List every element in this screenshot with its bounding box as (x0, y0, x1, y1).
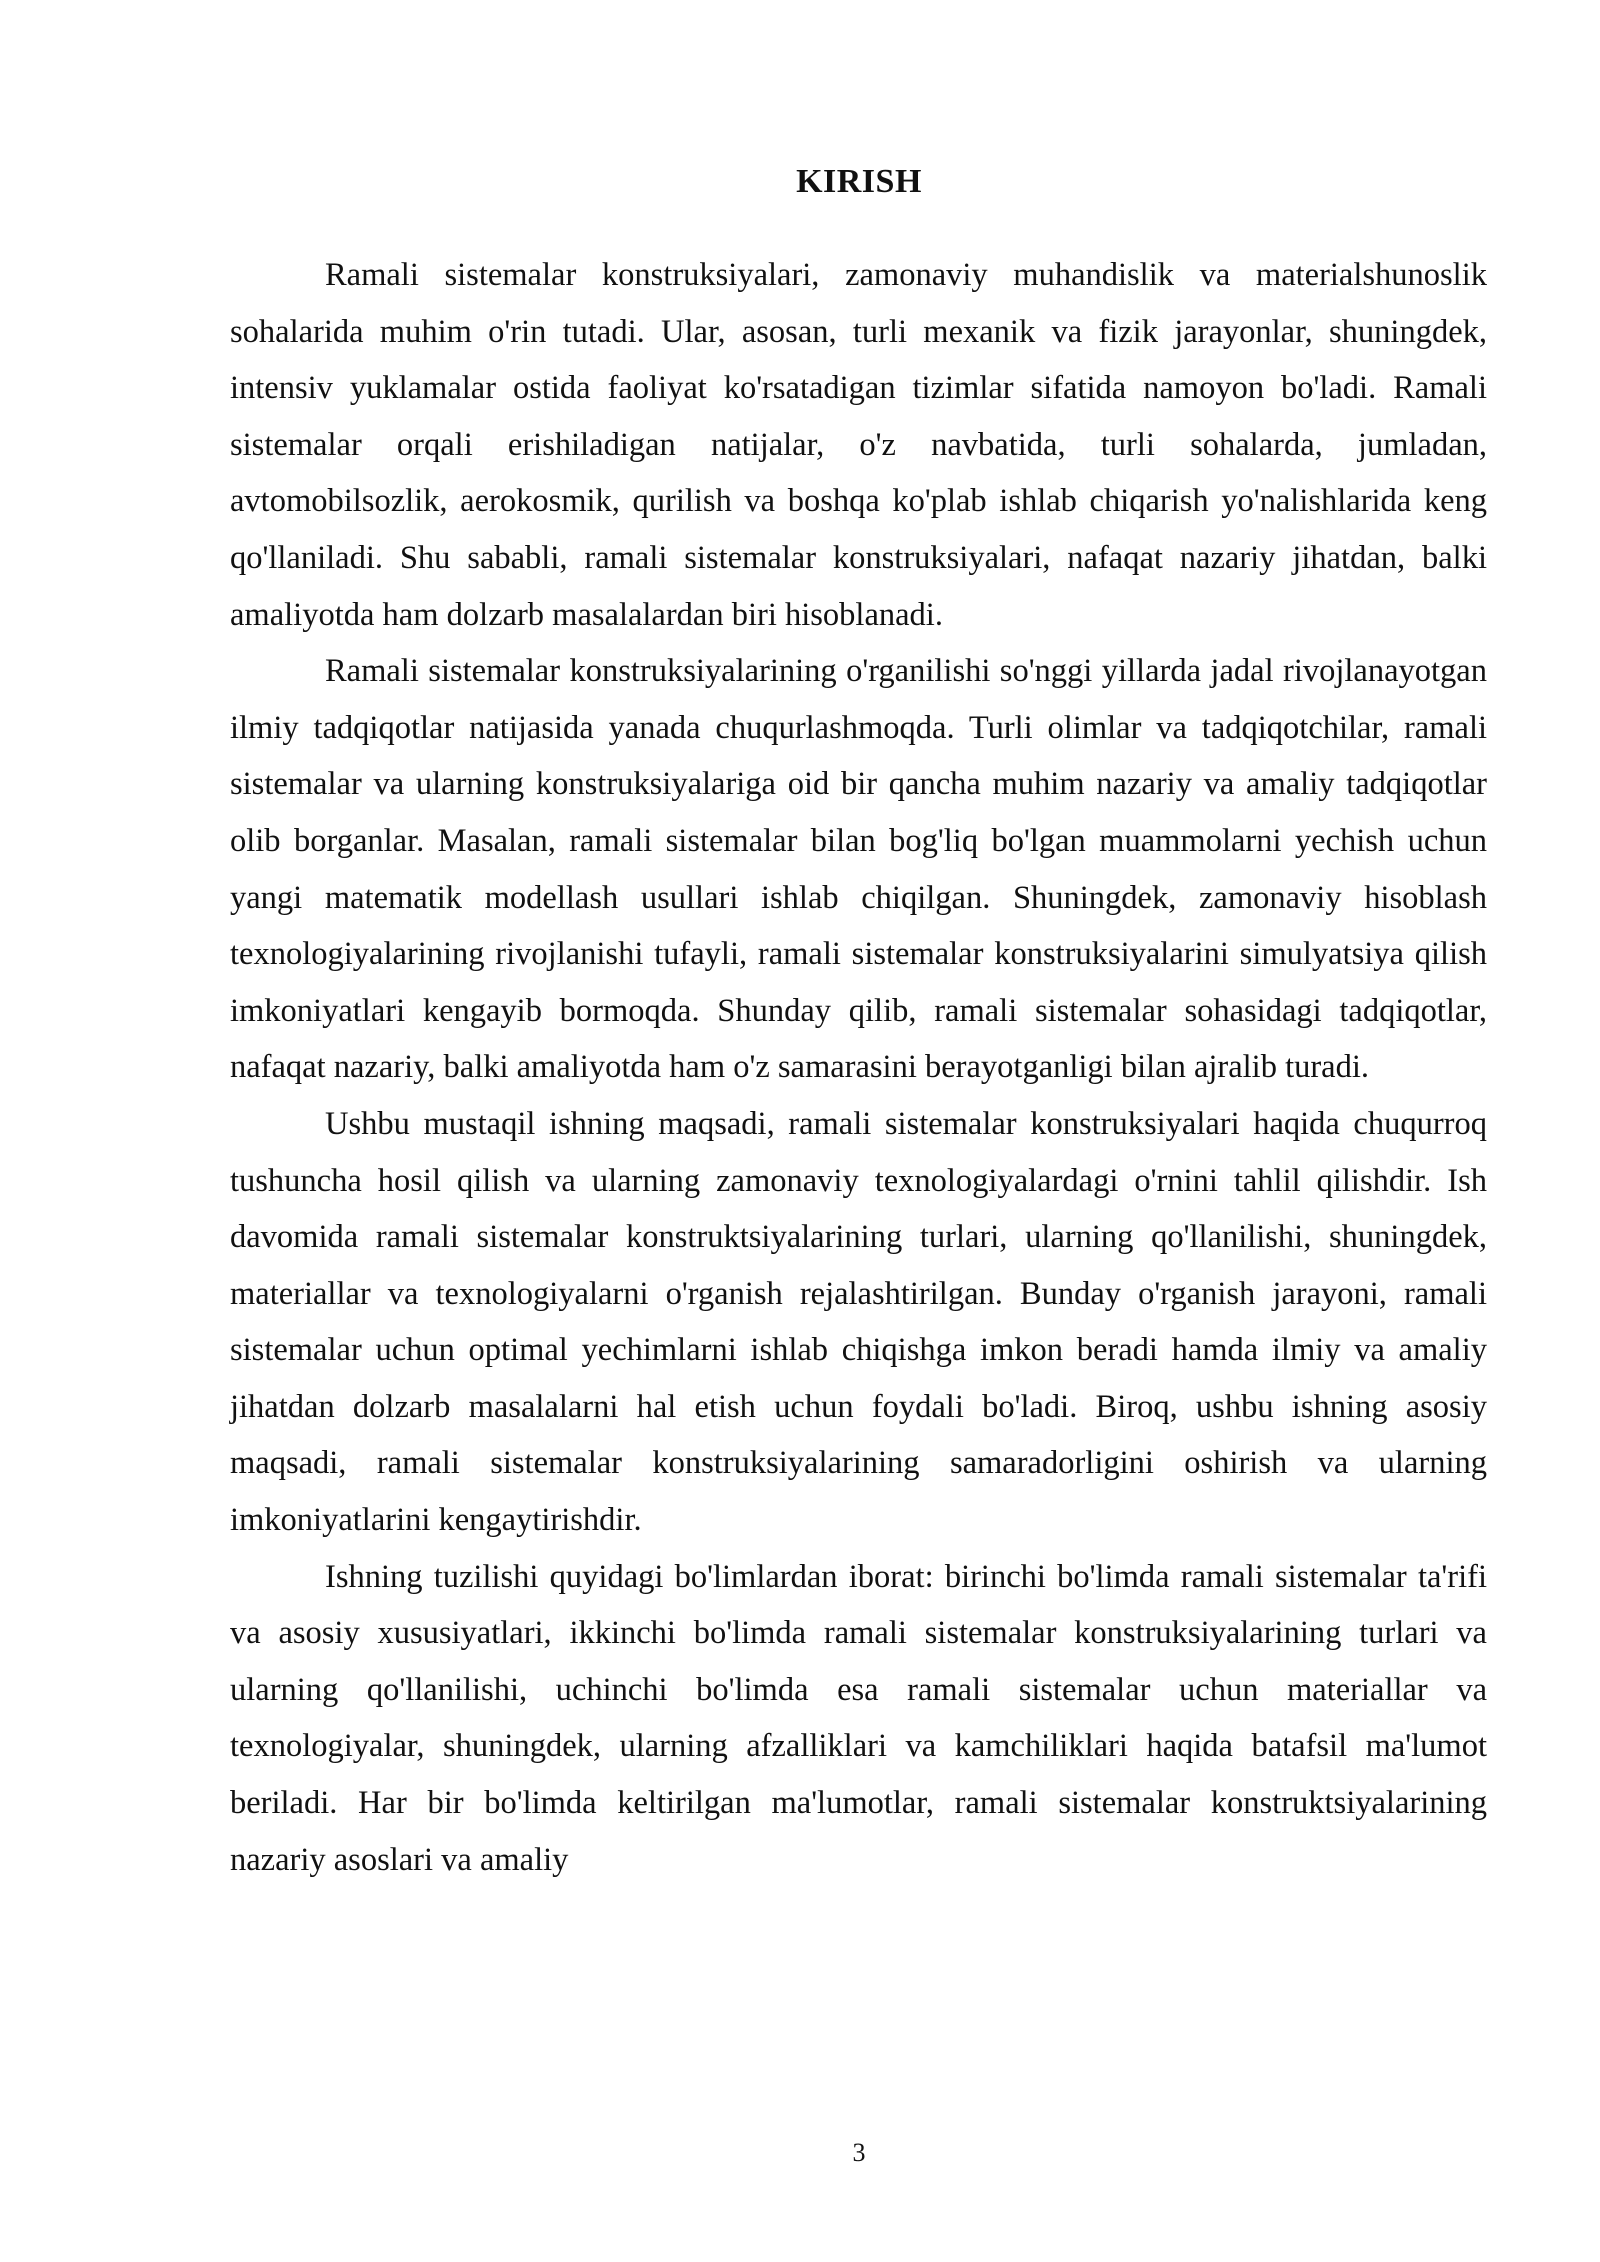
paragraph-3: Ushbu mustaqil ishning maqsadi, ramali sistemalar konstruksiyalari haqida chuqurroq tushuncha hosil qilish va ularning zamonaviy texnologiyalardagi o'rnini tahlil qilishdir. Ish davomida ramali sistemalar konstruktsiyalarining turlari, ularning qo'llanilishi, shuningdek, materiallar va texnologiyalarni o'rganish rejalashtirilgan. Bunday o'rganish jarayoni, ramali sistemalar uchun optimal yechimlarni ishlab chiqishga imkon beradi hamda ilmiy va amaliy jihatdan dolzarb masalalarni hal etish uchun foydali bo'ladi. Biroq, ushbu ishning asosiy maqsadi, ramali sistemalar konstruksiyalarining samaradorligini oshirish va ularning imkoniyatlarini kengaytirishdir. (230, 1105, 1487, 1539)
page-number: 3 (852, 2138, 866, 2167)
page-title: KIRISH (796, 163, 922, 200)
body-text (230, 247, 1487, 1888)
paragraph-4: Ishning tuzilishi quyidagi bo'limlardan iborat: birinchi bo'limda ramali sistemalar ta'rifi va asosiy xususiyatlari, ikkinchi bo'limda ramali sistemalar konstruksiyalarining turlari va ularning qo'llanilishi, uchinchi bo'limda esa ramali sistemalar uchun materiallar va texnologiyalar, shuningdek, ularning afzalliklari va kamchiliklari haqida batafsil ma'lumot beriladi. Har bir bo'limda keltirilgan ma'lumotlar, ramali sistemalar konstruktsiyalarining nazariy asoslari va amaliy (230, 1558, 1487, 1878)
paragraph-2: Ramali sistemalar konstruksiyalarining o'rganilishi so'nggi yillarda jadal rivojlanayotgan ilmiy tadqiqotlar natijasida yanada chuqurlashmoqda. Turli olimlar va tadqiqotchilar, ramali sistemalar va ularning konstruksiyalariga oid bir qancha muhim nazariy va amaliy tadqiqotlar olib borganlar. Masalan, ramali sistemalar bilan bog'liq bo'lgan muammolarni yechish uchun yangi matematik modellash usullari ishlab chiqilgan. Shuningdek, zamonaviy hisoblash texnologiyalarining rivojlanishi tufayli, ramali sistemalar konstruksiyalarini simulyatsiya qilish imkoniyatlari kengayib bormoqda. Shunday qilib, ramali sistemalar sohasidagi tadqiqotlar, nafaqat nazariy, balki amaliyotda ham o'z samarasini berayotganligi bilan ajralib turadi. (230, 653, 1487, 1086)
paragraph-1: Ramali sistemalar konstruksiyalari, zamonaviy muhandislik va materialshunoslik sohalarida muhim o'rin tutadi. Ular, asosan, turli mexanik va fizik jarayonlar, shuningdek, intensiv yuklamalar ostida faoliyat ko'rsatadigan tizimlar sifatida namoyon bo'ladi. Ramali sistemalar orqali erishiladigan natijalar, o'z navbatida, turli sohalarda, jumladan, avtomobilsozlik, aerokosmik, qurilish va boshqa ko'plab ishlab chiqarish yo'nalishlarida keng qo'llaniladi. Shu sababli, ramali sistemalar konstruksiyalari, nafaqat nazariy jihatdan, balki amaliyotda ham dolzarb masalalardan biri hisoblanadi. (230, 257, 1487, 633)
